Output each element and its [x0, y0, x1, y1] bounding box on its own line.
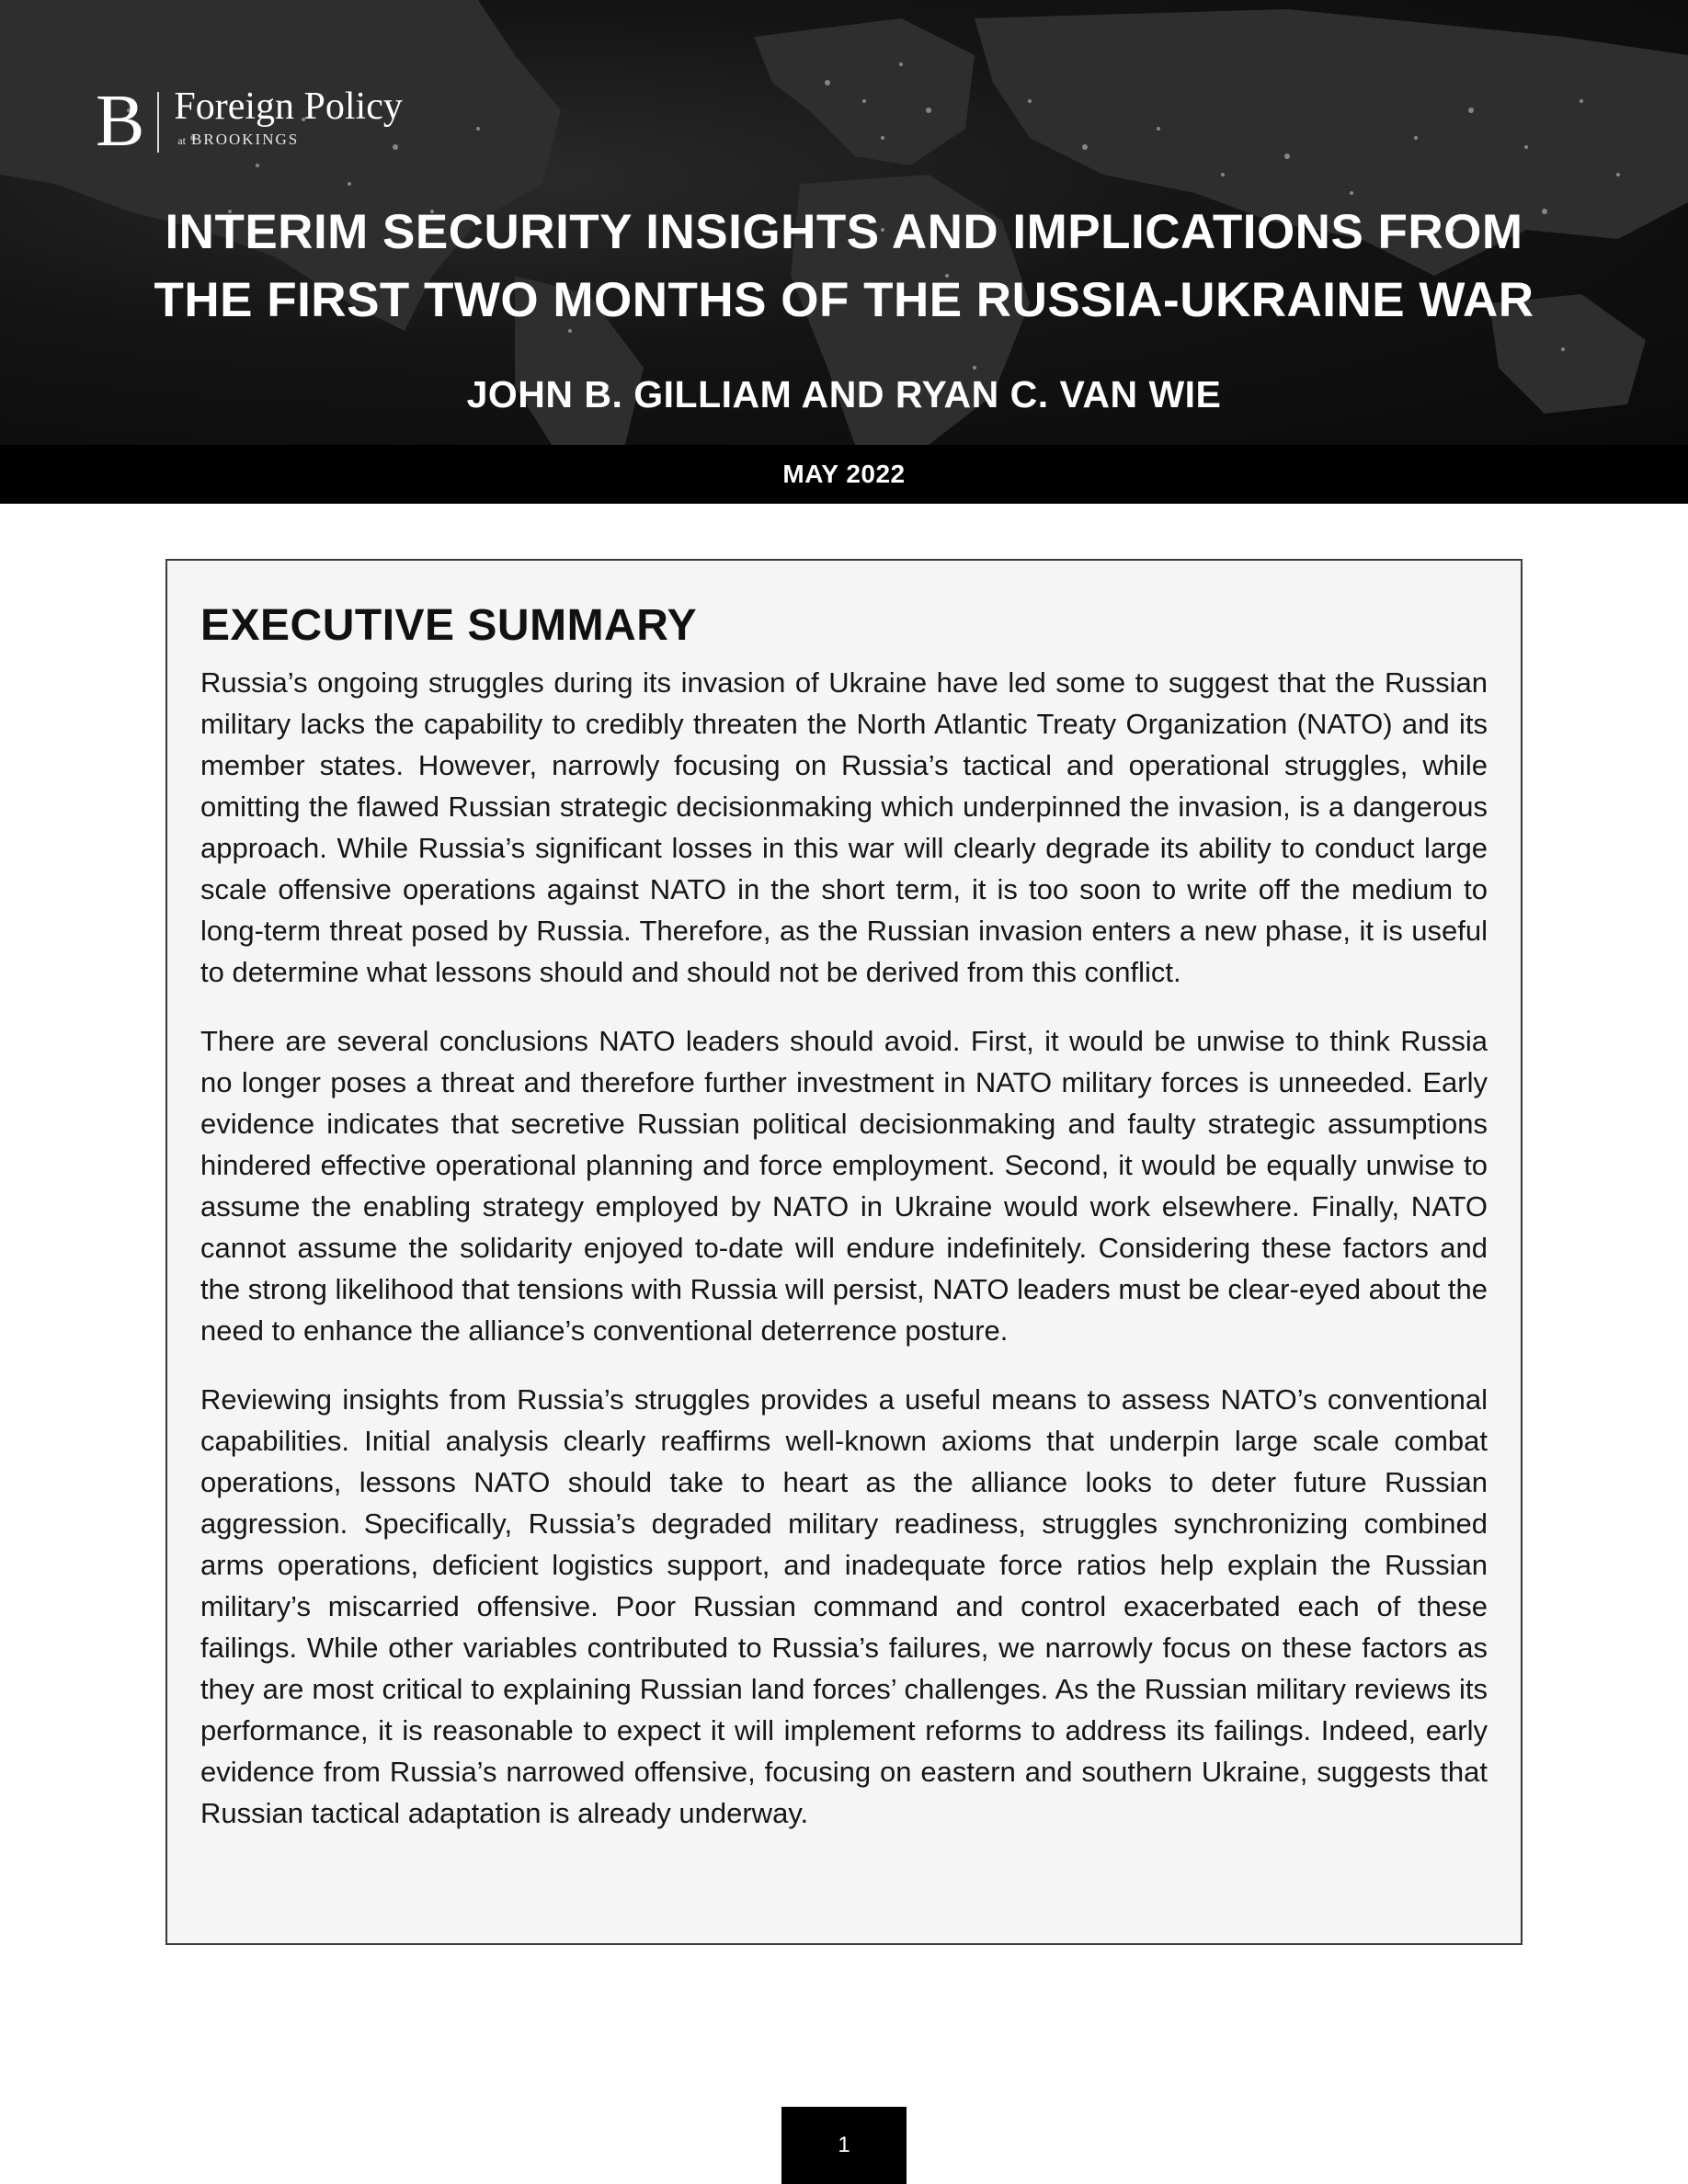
logo-text [174, 85, 403, 149]
report-authors: JOHN B. GILLIAM AND RYAN C. VAN WIE [466, 373, 1222, 415]
logo-at: at [177, 134, 187, 147]
foreign-policy-brookings-logo [96, 81, 403, 162]
page-number: 1 [781, 2107, 907, 2184]
logo-program-name: Foreign Policy [174, 85, 403, 128]
logo-divider [157, 92, 159, 153]
report-title [110, 199, 1578, 335]
summary-paragraph-3: Reviewing insights from Russia’s struggles provides a useful means to assess NATO’s conventional capabilities. Initial analysis clearly reaffirms well-known axioms that underpin large scale combat operations, lessons NATO should take to heart as the alliance looks to deter future Russian aggression. Specifically, Russia’s degraded military readiness, struggles synchronizing combined arms operations, deficient logistics support, and inadequate force ratios help explain the Russian military’s miscarried offensive. Poor Russian command and control exacerbated each of these failings. While other variables contributed to Russia’s failures, we narrowly focus on these factors as they are most critical to explaining Russian land forces’ challenges. As the Russian military reviews its performance, it is reasonable to expect it will implement reforms to address its failings. Indeed, early evidence from Russia’s narrowed offensive, focusing on eastern and southern Ukraine, suggests that Russian tactical adaptation is already underway. [200, 1383, 1488, 1829]
publication-date: MAY 2022 [0, 445, 1688, 504]
summary-paragraph-2: There are several conclusions NATO leaders should avoid. First, it would be unwise to think Russia no longer poses a threat and therefore further investment in NATO military forces is unneeded. Early evidence indicates that secretive Russian political decisionmaking and faulty strategic assumptions hindered effective operational planning and force employment. Second, it would be equally unwise to assume the enabling strategy employed by NATO in Ukraine would work elsewhere. Finally, NATO cannot assume the solidarity enjoyed to-date will endure indefinitely. Considering these factors and the strong likelihood that tensions with Russia will persist, NATO leaders must be clear-eyed about the need to enhance the alliance’s conventional deterrence posture. [200, 1025, 1488, 1347]
executive-summary-box [165, 559, 1523, 1945]
report-title-line-1: INTERIM SECURITY INSIGHTS AND IMPLICATIONS FROM [165, 205, 1523, 259]
summary-paragraph-1: Russia’s ongoing struggles during its invasion of Ukraine have led some to suggest that the Russian military lacks the capability to credibly threaten the North Atlantic Treaty Organization (NATO) and its member states. However, narrowly focusing on Russia’s tactical and operational struggles, while omitting the flawed Russian strategic decisionmaking which underpinned the invasion, is a dangerous approach. While Russia’s significant losses in this war will clearly degrade its ability to conduct large scale offensive operations against NATO in the short term, it is too soon to write off the medium to long-term threat posed by Russia. Therefore, as the Russian invasion enters a new phase, it is useful to determine what lessons should and should not be derived from this conflict. [200, 666, 1488, 988]
executive-summary-heading: EXECUTIVE SUMMARY [200, 601, 698, 650]
logo-mark: B [96, 81, 145, 162]
logo-org-line [177, 131, 403, 149]
logo-org-name: BROOKINGS [191, 131, 300, 148]
header-banner [0, 0, 1688, 445]
report-title-line-2: THE FIRST TWO MONTHS OF THE RUSSIA-UKRAINE WAR [154, 273, 1534, 327]
